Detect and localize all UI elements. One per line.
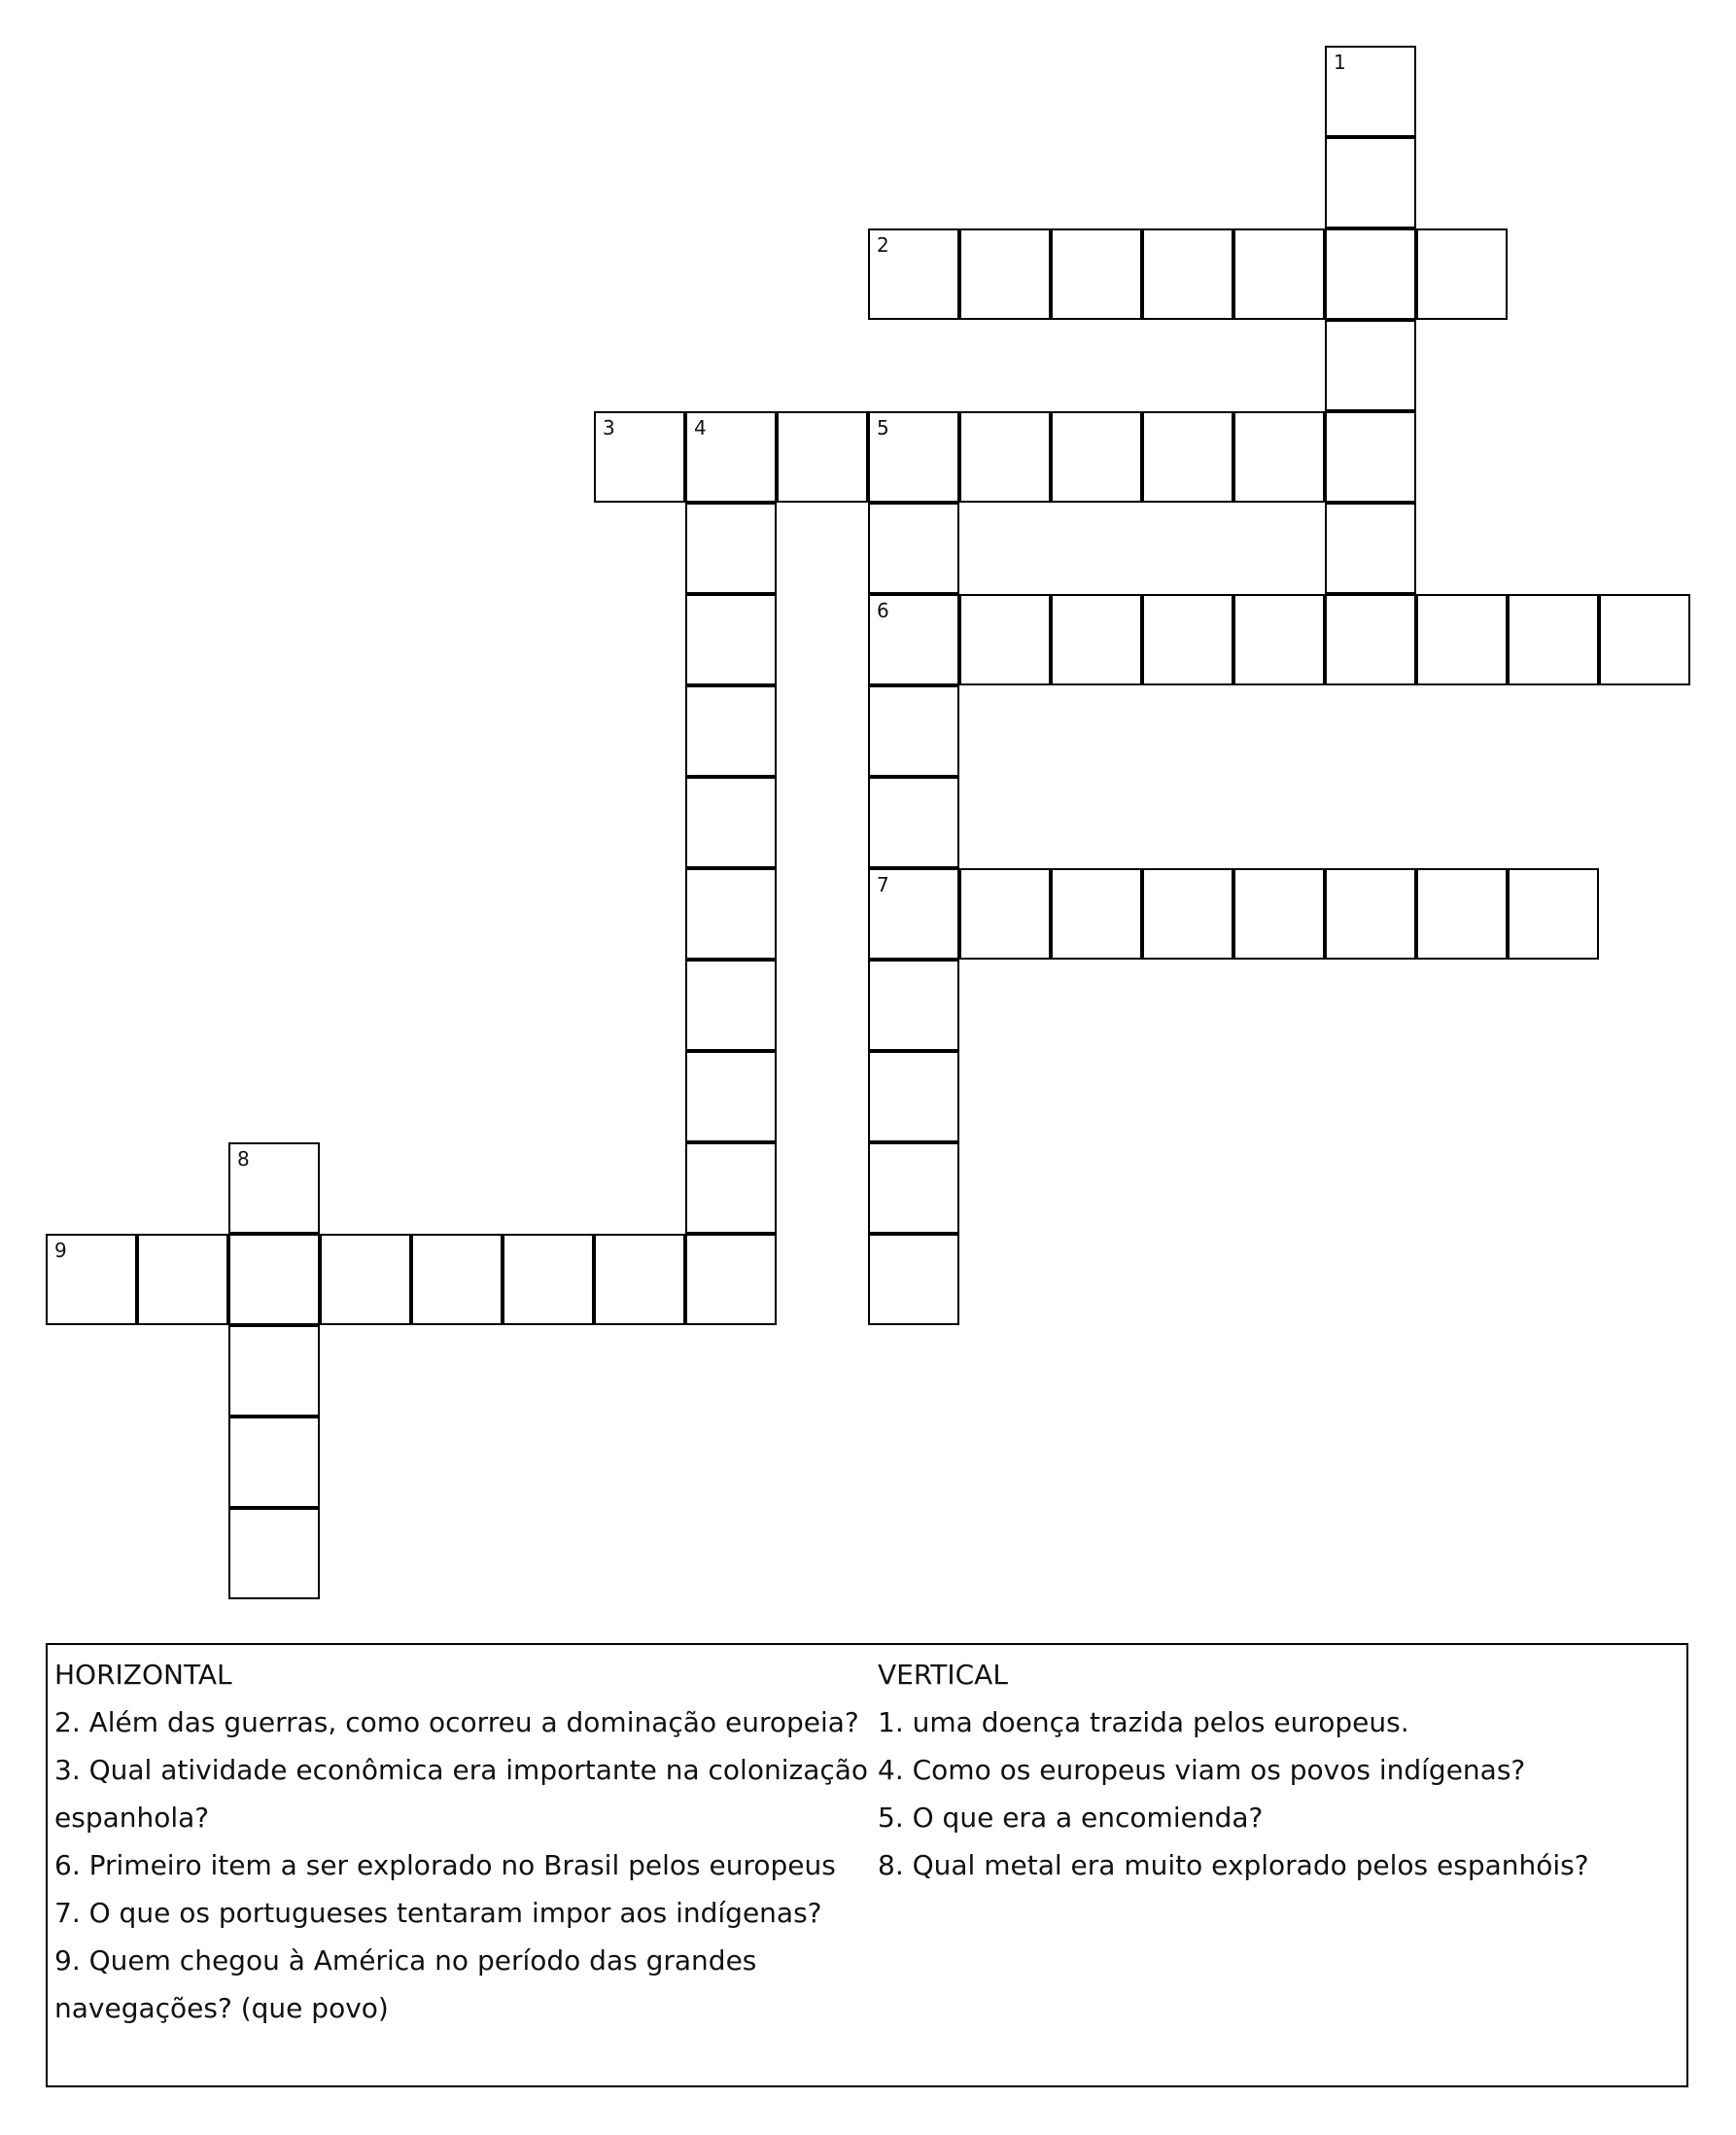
grid-cell[interactable] [1325, 320, 1416, 411]
grid-cell[interactable] [868, 1234, 959, 1325]
grid-cell[interactable] [1599, 594, 1690, 685]
grid-cell[interactable] [228, 1417, 320, 1508]
clue-down-8: 8. Qual metal era muito explorado pelos espanhóis? [878, 1849, 1589, 1881]
grid-cell[interactable] [411, 1234, 503, 1325]
vertical-clues [878, 1651, 1675, 1889]
grid-cell[interactable] [685, 411, 777, 503]
clue-number: 3 [603, 416, 615, 439]
grid-cell[interactable] [685, 594, 777, 685]
grid-cell[interactable] [1325, 228, 1416, 320]
clues-box [46, 1643, 1688, 2087]
grid-cell[interactable] [1142, 868, 1233, 960]
grid-cell[interactable] [1325, 46, 1416, 137]
grid-cell[interactable] [685, 1051, 777, 1142]
clue-down-4: 4. Como os europeus viam os povos indígenas? [878, 1754, 1526, 1786]
grid-cell[interactable] [320, 1234, 411, 1325]
grid-cell[interactable] [1416, 594, 1508, 685]
grid-cell[interactable] [1142, 228, 1233, 320]
clue-across-7: 7. O que os portugueses tentaram impor aos indígenas? [54, 1897, 822, 1929]
grid-cell[interactable] [1508, 594, 1599, 685]
grid-cell[interactable] [1416, 228, 1508, 320]
grid-cell[interactable] [868, 228, 959, 320]
grid-cell[interactable] [1508, 868, 1599, 960]
clue-down-5: 5. O que era a encomienda? [878, 1802, 1264, 1834]
grid-cell[interactable] [1142, 411, 1233, 503]
grid-cell[interactable] [1416, 868, 1508, 960]
clue-down-1: 1. uma doença trazida pelos europeus. [878, 1706, 1409, 1738]
grid-cell[interactable] [685, 1142, 777, 1234]
grid-cell[interactable] [1325, 503, 1416, 594]
horizontal-clues [54, 1651, 871, 2032]
clue-number: 7 [877, 873, 889, 896]
grid-cell[interactable] [228, 1325, 320, 1417]
grid-cell[interactable] [959, 411, 1051, 503]
clue-across-9: 9. Quem chegou à América no período das grandes navegações? (que povo) [54, 1944, 757, 2024]
grid-cell[interactable] [685, 1234, 777, 1325]
grid-cell[interactable] [1325, 594, 1416, 685]
grid-cell[interactable] [868, 503, 959, 594]
grid-cell[interactable] [959, 594, 1051, 685]
grid-cell[interactable] [228, 1234, 320, 1325]
grid-cell[interactable] [868, 411, 959, 503]
grid-cell[interactable] [868, 1142, 959, 1234]
grid-cell[interactable] [1233, 594, 1325, 685]
grid-cell[interactable] [1051, 228, 1142, 320]
grid-cell[interactable] [1233, 868, 1325, 960]
grid-cell[interactable] [594, 411, 685, 503]
grid-cell[interactable] [1051, 868, 1142, 960]
horizontal-heading: HORIZONTAL [54, 1659, 232, 1691]
clue-across-3: 3. Qual atividade econômica era importante na colonização espanhola? [54, 1754, 869, 1834]
grid-cell[interactable] [1325, 411, 1416, 503]
grid-cell[interactable] [868, 777, 959, 868]
grid-cell[interactable] [868, 960, 959, 1051]
grid-cell[interactable] [137, 1234, 228, 1325]
clue-number: 6 [877, 599, 889, 622]
grid-cell[interactable] [1325, 868, 1416, 960]
clue-number: 1 [1334, 51, 1346, 74]
clue-number: 9 [54, 1239, 67, 1262]
grid-cell[interactable] [1051, 411, 1142, 503]
grid-cell[interactable] [868, 594, 959, 685]
grid-cell[interactable] [46, 1234, 137, 1325]
clue-number: 5 [877, 416, 889, 439]
grid-cell[interactable] [1325, 137, 1416, 228]
grid-cell[interactable] [685, 685, 777, 777]
clue-number: 2 [877, 233, 889, 257]
grid-cell[interactable] [1233, 228, 1325, 320]
grid-cell[interactable] [959, 868, 1051, 960]
grid-cell[interactable] [594, 1234, 685, 1325]
vertical-heading: VERTICAL [878, 1659, 1008, 1691]
grid-cell[interactable] [685, 868, 777, 960]
grid-cell[interactable] [685, 503, 777, 594]
grid-cell[interactable] [959, 228, 1051, 320]
clue-across-6: 6. Primeiro item a ser explorado no Brasil pelos europeus [54, 1849, 836, 1881]
grid-cell[interactable] [228, 1142, 320, 1234]
clue-number: 8 [237, 1147, 250, 1171]
grid-cell[interactable] [777, 411, 868, 503]
grid-cell[interactable] [868, 1051, 959, 1142]
grid-cell[interactable] [1233, 411, 1325, 503]
clue-across-2: 2. Além das guerras, como ocorreu a dominação europeia? [54, 1706, 859, 1738]
grid-cell[interactable] [1051, 594, 1142, 685]
grid-cell[interactable] [503, 1234, 594, 1325]
grid-cell[interactable] [868, 685, 959, 777]
grid-cell[interactable] [685, 777, 777, 868]
grid-cell[interactable] [1142, 594, 1233, 685]
grid-cell[interactable] [685, 960, 777, 1051]
grid-cell[interactable] [228, 1508, 320, 1599]
grid-cell[interactable] [868, 868, 959, 960]
clue-number: 4 [694, 416, 707, 439]
